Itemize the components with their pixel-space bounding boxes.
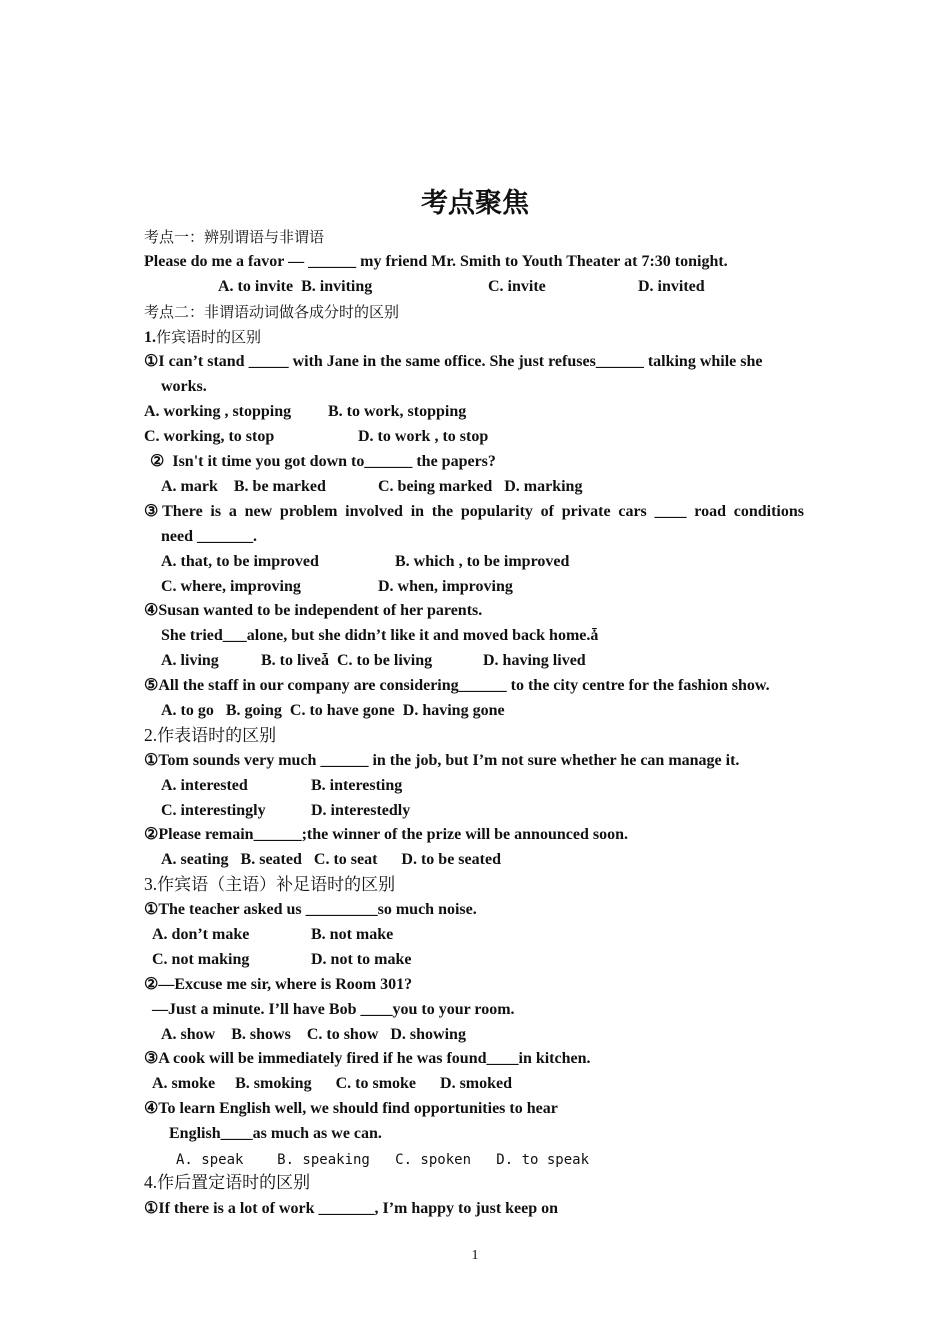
question-text: ②Please remain______;the winner of the prize will be announced soon. — [144, 826, 628, 843]
option-a: A. that, to be improved — [161, 553, 319, 570]
option-c: C. not making — [152, 951, 250, 968]
page-number: 1 — [471, 1248, 479, 1263]
option-ab: A. to invite B. inviting — [218, 278, 373, 295]
option-a: A. interested — [161, 777, 248, 794]
page-title: 考点聚焦 — [421, 188, 529, 219]
section-1-label: 考点一：辨别谓语与非谓语 — [144, 228, 325, 246]
option-bc: B. to liveǡ C. to be living — [261, 652, 433, 669]
options-row: A. speak B. speaking C. spoken D. to speak — [176, 1152, 590, 1168]
options-row: A. smoke B. smoking C. to smoke D. smoked — [152, 1075, 513, 1092]
option-b: B. to work, stopping — [328, 403, 467, 420]
subsection-3-heading: 3.作宾语（主语）补足语时的区别 — [144, 874, 396, 895]
subsection-1-heading: 1.作宾语时的区别 — [144, 328, 262, 346]
question-text-continued: She tried___alone, but she didn’t like it and moved back home.ǡ — [161, 627, 599, 644]
section-2-label: 考点二：非谓语动词做各成分时的区别 — [144, 303, 400, 321]
options-row: A. seating B. seated C. to seat D. to be seated — [161, 851, 501, 868]
option-d: D. having lived — [483, 652, 586, 669]
options-row: A. show B. shows C. to show D. showing — [161, 1026, 466, 1043]
question-text: ⑤All the staff in our company are considering______ to the city centre for the fashion show. — [144, 677, 770, 694]
option-c: C. invite — [488, 278, 546, 295]
question-text: ①If there is a lot of work _______, I’m happy to just keep on — [144, 1200, 559, 1217]
option-d: D. to work , to stop — [358, 428, 489, 445]
question-text: ③A cook will be immediately fired if he was found____in kitchen. — [144, 1050, 591, 1067]
option-a: A. working , stopping — [144, 403, 292, 420]
option-d: D. interestedly — [311, 802, 411, 819]
option-ab: A. mark B. be marked — [161, 478, 326, 495]
option-a: A. don’t make — [152, 926, 250, 943]
option-b: B. which , to be improved — [395, 553, 570, 570]
option-b: B. not make — [311, 926, 394, 943]
question-text-continued: works. — [161, 378, 207, 395]
question-text-continued: —Just a minute. I’ll have Bob ____you to your room. — [152, 1001, 515, 1018]
option-cd: C. being marked D. marking — [378, 478, 583, 495]
question-text: ①Tom sounds very much ______ in the job, but I’m not sure whether he can manage it. — [144, 752, 740, 769]
question-text: ③There is a new problem involved in the popularity of private cars ____ road conditions — [144, 503, 804, 520]
question-text: Please do me a favor — ______ my friend Mr. Smith to Youth Theater at 7:30 tonight. — [144, 253, 728, 270]
question-text: ①The teacher asked us _________so much noise. — [144, 901, 477, 918]
option-c: C. interestingly — [161, 802, 266, 819]
question-text-continued: need _______. — [161, 528, 257, 545]
option-d: D. not to make — [311, 951, 412, 968]
question-text-continued: English____as much as we can. — [169, 1125, 382, 1142]
question-text: ①I can’t stand _____ with Jane in the same office. She just refuses______ talking while she — [144, 353, 763, 370]
option-d: D. invited — [638, 278, 705, 295]
question-text: ④To learn English well, we should find opportunities to hear — [144, 1100, 558, 1117]
option-d: D. when, improving — [378, 578, 513, 595]
subsection-2-heading: 2.作表语时的区别 — [144, 725, 277, 746]
question-text: ② Isn't it time you got down to______ the papers? — [150, 453, 496, 470]
option-a: A. living — [161, 652, 219, 669]
subsection-4-heading: 4.作后置定语时的区别 — [144, 1172, 311, 1193]
option-c: C. where, improving — [161, 578, 301, 595]
question-text: ②—Excuse me sir, where is Room 301? — [144, 976, 413, 993]
option-b: B. interesting — [311, 777, 403, 794]
options-row: A. to go B. going C. to have gone D. having gone — [161, 702, 505, 719]
question-text: ④Susan wanted to be independent of her parents. — [144, 602, 483, 619]
option-c: C. working, to stop — [144, 428, 275, 445]
